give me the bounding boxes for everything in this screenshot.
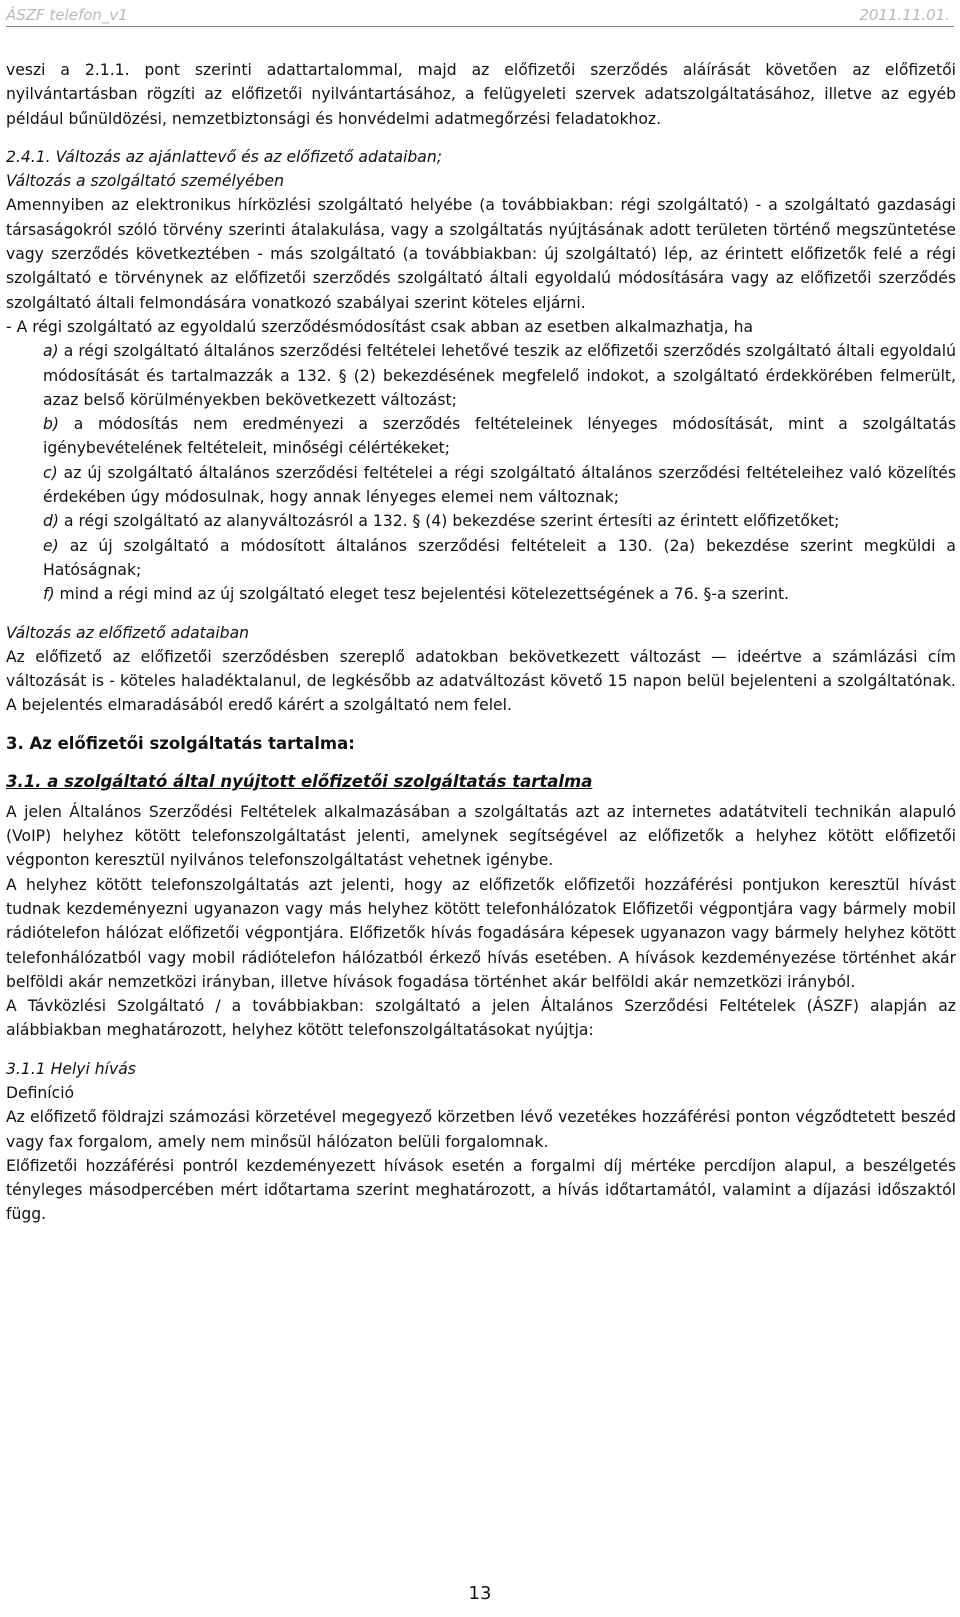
list-item [43, 509, 956, 533]
list-item-text: mind a régi mind az új szolgáltató eleget tesz bejelentési kötelezettségének a 76. §-a szerint. [54, 585, 790, 604]
list-item-label: f) [43, 585, 55, 604]
list-item [43, 461, 956, 510]
section-valtozas-title: Változás az előfizető adataiban [6, 623, 250, 642]
paragraph-amennyiben: Amennyiben az elektronikus hírközlési szolgáltató helyébe (a továbbiakban: régi szolgáltató) - a szolgáltató gazdasági társaságokról szóló törvény szerinti átalakulása, vagy a szolgáltatás nyújtásának adott területen történő megszüntetése vagy szerződés következtében - más szolgáltató (a továbbiakban: új szolgáltató) lép, az érintett előfizetők felé a régi szolgáltató e törvénynek az előfizetői szerződés szolgáltató általi egyoldalú módosítására vagy az előfizetői szerződés szolgáltató általi felmondására vonatkozó szabályai szerint köteles eljárni. [6, 196, 956, 312]
list-item-text: a módosítás nem eredményezi a szerződés feltételeinek lényeges módosítását, mint a szolgáltatás igénybevételének feltételeit, minőségi célértékeket; [43, 415, 956, 458]
paragraph-valtozas: Az előfizető az előfizetői szerződésben szereplő adatokban bekövetkezett változást — ideértve a számlázási cím változását is - köteles haladéktalanul, de legkésőbb az adatváltozást követő 15 napon belül bejelenteni a szolgáltatónak. A bejelentés elmaradásából eredő kárért a szolgáltató nem felel. [6, 647, 956, 715]
heading-3: 3. Az előfizetői szolgáltatás tartalma: [6, 733, 355, 753]
paragraph-3-1-b: A helyhez kötött telefonszolgáltatás azt jelenti, hogy az előfizetők előfizetői hozzáférési pontjukon keresztül hívást tudnak kezdeményezni ugyanazon vagy más helyhez kötött telefonhálózatok Előfizetői végpontjára vagy bármely mobil rádiótelefon hálózat előfizetői végpontjára. Előfizetők hívás fogadására képesek ugyanazon vagy bármely helyhez kötött telefonhálózatból vagy mobil rádiótelefon hálózatból érkező hívás esetében. A hívások kezdeményezése történhet akár belföldi akár nemzetközi irányban, illetve hívások fogadása történhet akár belföldi akár nemzetközi irányból. [6, 875, 956, 991]
list-item-label: e) [43, 536, 59, 555]
section-2-4-1-title: 2.4.1. Változás az ajánlattevő és az előfizető adataiban; [6, 147, 442, 166]
paragraph-3-1-c: A Távközlési Szolgáltató / a továbbiakban: szolgáltató a jelen Általános Szerződési Feltételek (ÁSZF) alapján az alábbiakban meghatározott, helyhez kötött telefonszolgáltatásokat nyújtja: [6, 997, 956, 1040]
list-item-text: a régi szolgáltató általános szerződési feltételei lehetővé teszik az előfizetői szerződés szolgáltató általi egyoldalú módosítását és tartalmazzák a 132. § (2) bekezdésének megfelelő indokot, a szolgáltató érdekkörében felmerült, azaz belső körülményekben bekövetkezett változást; [43, 342, 956, 409]
list-item [43, 582, 956, 606]
condition-list [6, 339, 956, 606]
page-number: 13 [468, 1583, 492, 1604]
list-item-text: az új szolgáltató általános szerződési feltételei a régi szolgáltató általános szerződési feltételeihez való közelítés érdekében úgy módosulnak, hogy annak lényeges elemei nem változnak; [43, 463, 956, 507]
paragraph-dash: - A régi szolgáltató az egyoldalú szerződésmódosítást csak abban az esetben alkalmazhatja, ha [6, 317, 754, 336]
header-date: 2011.11.01. [859, 6, 950, 24]
section-3-1-1-definition-label: Definíció [6, 1083, 75, 1102]
list-item-label: a) [43, 342, 59, 361]
list-item [43, 339, 956, 412]
paragraph-3-1-a: A jelen Általános Szerződési Feltételek alkalmazásában a szolgáltatás azt az internetes adatátviteli technikán alapuló (VoIP) helyhez kötött telefonszolgáltatást jelenti, amelynek segítségével az előfizetők a helyhez kötött előfizetői végponton keresztül nyilvános telefonszolgáltatást vehetnek igénybe. [6, 802, 956, 870]
list-item-label: d) [43, 512, 59, 531]
page-header [6, 6, 954, 27]
heading-3-1: 3.1. a szolgáltató által nyújtott előfizetői szolgáltatás tartalma [6, 771, 593, 791]
header-title: ÁSZF telefon_v1 [6, 6, 128, 24]
list-item-label: b) [43, 415, 59, 434]
list-item-label: c) [43, 463, 58, 482]
section-3-1-1-title: 3.1.1 Helyi hívás [6, 1059, 136, 1078]
paragraph-3-1-1-a: Az előfizető földrajzi számozási körzetével megegyező körzetben lévő vezetékes hozzáférési ponton végződtetett beszéd vagy fax forgalom, amely nem minősül hálózaton belüli forgalomnak. [6, 1108, 956, 1151]
paragraph-3-1-1-b: Előfizetői hozzáférési pontról kezdeményezett hívások esetén a forgalmi díj mértéke percdíjon alapul, a beszélgetés tényleges másodpercében mért időtartama szerint meghatározott, a hívás időtartamától, valamint a díjazási időszaktól függ. [6, 1156, 956, 1224]
paragraph-intro: veszi a 2.1.1. pont szerinti adattartalommal, majd az előfizetői szerződés aláírását követően az előfizetői nyilvántartásban rögzíti az előfizetői nyilvántartásához, a felügyeleti szervek adatszolgáltatásához, illetve az egyéb például bűnüldözési, nemzetbiztonsági és honvédelmi adatmegőrzési feladatokhoz. [6, 61, 956, 128]
section-2-4-1-subtitle: Változás a szolgáltató személyében [6, 172, 285, 191]
list-item [43, 412, 956, 461]
list-item-text: a régi szolgáltató az alanyváltozásról a 132. § (4) bekezdése szerint értesíti az érintett előfizetőket; [58, 512, 840, 531]
list-item [43, 534, 956, 583]
list-item-text: az új szolgáltató a módosított általános szerződési feltételeit a 130. (2a) bekezdése szerint megküldi a Hatóságnak; [43, 536, 956, 579]
document-body [6, 58, 956, 1227]
